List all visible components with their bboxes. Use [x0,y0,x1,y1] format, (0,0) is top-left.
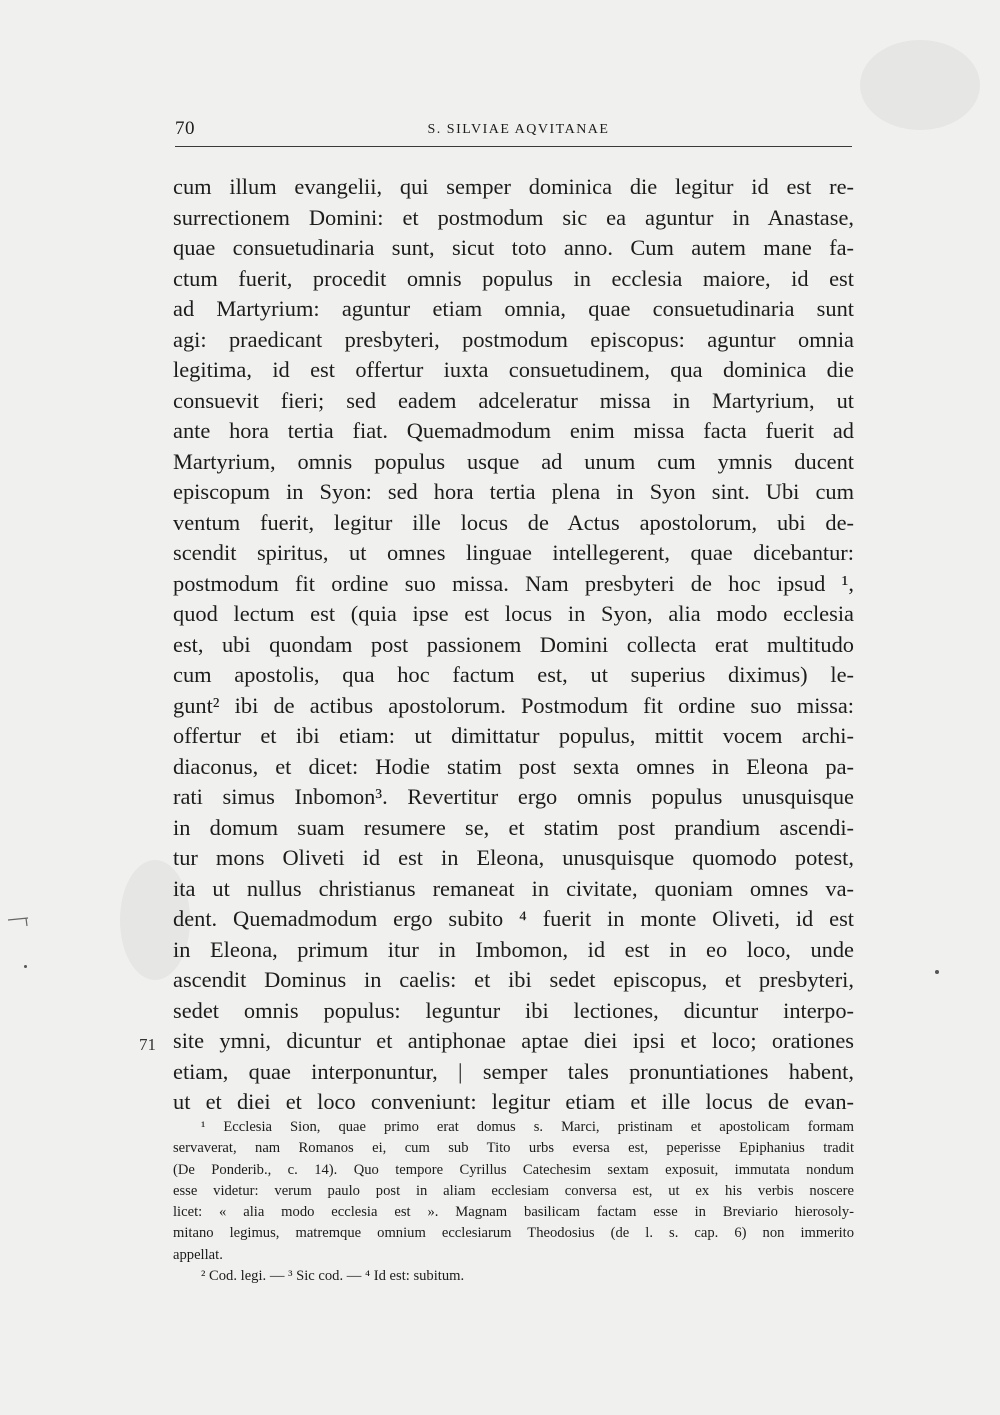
text-line: etiam, quae interponuntur, | semper tales pronuntiationes habent, [173,1058,854,1084]
text-line: quae consuetudinaria sunt, sicut toto anno. Cum autem mane fa- [173,235,854,260]
pencil-mark [6,912,36,928]
text-line: in domum suam resumere se, et statim post prandium ascendi- [173,814,854,840]
text-line: rati simus Inbomon³. Revertitur ergo omnis populus unusquisque [173,784,854,809]
text-line: ascendit Dominus in caelis: et ibi sedet episcopus, et presbyteri, [173,967,854,992]
margin-folio-number: 71 [139,1035,156,1054]
ink-speck [24,965,27,968]
text-line: surrectionem Domini: et postmodum sic ea aguntur in Anastase, [173,204,854,230]
text-line: legitima, id est offertur iuxta consuetudinem, qua dominica die [173,357,854,382]
text-line: agi: praedicant presbyteri, postmodum episcopus: aguntur omnia [173,326,854,352]
main-text [173,172,854,1118]
text-line: postmodum fit ordine suo missa. Nam presbyteri de hoc ipsud ¹, [173,570,854,596]
footnote-line: mitano legimus, matremque omnium ecclesiarum Theodosius (de l. s. cap. 6) non immerito [173,1225,854,1242]
footnote-line: appellat. [173,1246,223,1263]
text-line: ad Martyrium: aguntur etiam omnia, quae consuetudinaria sunt [173,296,854,321]
text-line: ctum fuerit, procedit omnis populus in ecclesia maiore, id est [173,265,854,291]
text-line: episcopum in Syon: sed hora tertia plena in Syon sint. Ubi cum [173,479,854,504]
text-line: cum apostolis, qua hoc factum est, ut superius diximus) le- [173,662,854,687]
footnote-line: ¹ Ecclesia Sion, quae primo erat domus s. Marci, pristinam et apostolicam formam [201,1119,854,1135]
ink-speck [935,970,939,974]
text-line: tur mons Oliveti id est in Eleona, unusquisque quomodo potest, [173,845,854,870]
text-line: Martyrium, omnis populus usque ad unum cum ymnis ducent [173,448,854,474]
text-line: dent. Quemadmodum ergo subito ⁴ fuerit in monte Oliveti, id est [173,906,854,931]
text-line: est, ubi quondam post passionem Domini collecta erat multitudo [173,631,854,657]
text-line: ante hora tertia fiat. Quemadmodum enim missa facta fuerit ad [173,418,854,443]
text-line: in Eleona, primum itur in Imbomon, id est in eo loco, unde [173,936,854,962]
text-line: quod lectum est (quia ipse est locus in Syon, alia modo ecclesia [173,601,854,626]
text-line: offertur et ibi etiam: ut dimittatur populus, mittit vocem archi- [173,723,854,748]
footnotes [173,1117,854,1287]
footnote-line: esse videtur: verum paulo post in aliam ecclesiam conversa est, ut ex his verbis noscere [173,1182,854,1199]
text-line: sedet omnis populus: leguntur ibi lectiones, dicuntur interpo- [173,997,854,1023]
page-header [175,118,852,147]
paper-stain [860,40,980,130]
footnote-line: licet: « alia modo ecclesia est ». Magnam basilicam factam esse in Breviario hierosoly- [173,1204,854,1221]
text-line: ita ut nullus christianus remaneat in civitate, quoniam omnes va- [173,875,854,901]
running-head: S. SILVIAE AQVITANAE [427,122,610,137]
text-line: consuevit fieri; sed eadem adceleratur missa in Martyrium, ut [173,387,854,413]
text-line: diaconus, et dicet: Hodie statim post sexta omnes in Eleona pa- [173,753,854,779]
footnote-line: ² Cod. legi. — ³ Sic cod. — ⁴ Id est: subitum. [201,1268,465,1285]
text-line: cum illum evangelii, qui semper dominica die legitur id est re- [173,174,854,199]
text-line: scendit spiritus, ut omnes linguae intellegerent, quae dicebantur: [173,540,854,565]
footnote-line: servaverat, nam Romanos ei, cum sub Tito urbs eversa est, peperisse Epiphanius tradit [173,1140,854,1157]
text-line: gunt² ibi de actibus apostolorum. Postmodum fit ordine suo missa: [173,692,854,718]
page-number: 70 [175,118,195,139]
text-line: site ymni, dicuntur et antiphonae aptae diei ipsi et loco; orationes [173,1028,854,1053]
text-line: ut et diei et loco conveniunt: legitur etiam et ille locus de evan- [173,1089,854,1114]
text-line: ventum fuerit, legitur ille locus de Actus apostolorum, ubi de- [173,509,854,535]
footnote-line: (De Ponderib., c. 14). Quo tempore Cyrillus Catechesim sextam exposuit, immutata nondum [173,1161,854,1178]
